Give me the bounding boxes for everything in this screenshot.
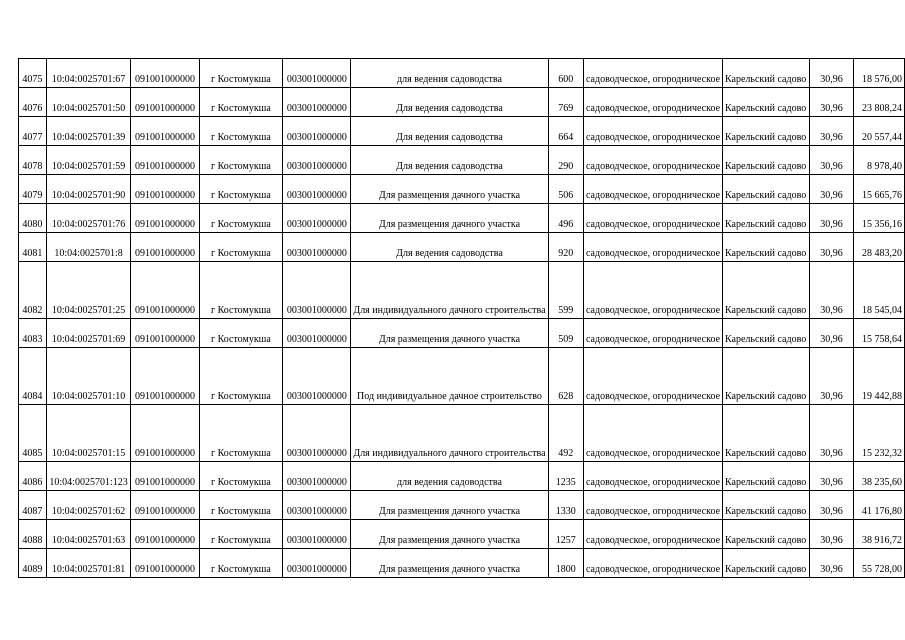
cadastral-number-cell: 10:04:0025701:69 xyxy=(46,319,131,348)
cadastral-number-cell: 10:04:0025701:8 xyxy=(46,233,131,262)
table-row xyxy=(19,491,905,520)
organization-cell: Карельский садово xyxy=(723,59,810,88)
rate-cell: 30,96 xyxy=(809,348,853,405)
city-cell: г Костомукша xyxy=(199,262,283,319)
cadastral-value-cell: 23 808,24 xyxy=(854,88,905,117)
category-cell: садоводческое, огородническое xyxy=(583,204,722,233)
oktmo-cell: 091001000000 xyxy=(131,262,199,319)
area-cell: 920 xyxy=(548,233,583,262)
category-cell: садоводческое, огородническое xyxy=(583,262,722,319)
oktmo-cell: 091001000000 xyxy=(131,462,199,491)
cadastral-number-cell: 10:04:0025701:81 xyxy=(46,549,131,578)
city-cell: г Костомукша xyxy=(199,175,283,204)
city-cell: г Костомукша xyxy=(199,88,283,117)
cadastral-value-cell: 15 758,64 xyxy=(854,319,905,348)
code-cell: 003001000000 xyxy=(283,491,351,520)
city-cell: г Костомукша xyxy=(199,348,283,405)
category-cell: садоводческое, огородническое xyxy=(583,405,722,462)
code-cell: 003001000000 xyxy=(283,233,351,262)
rate-cell: 30,96 xyxy=(809,204,853,233)
land-plot-table xyxy=(18,58,905,578)
rate-cell: 30,96 xyxy=(809,175,853,204)
permitted-use-cell: для ведения садоводства xyxy=(351,462,548,491)
rate-cell: 30,96 xyxy=(809,117,853,146)
table-row xyxy=(19,88,905,117)
organization-cell: Карельский садово xyxy=(723,549,810,578)
city-cell: г Костомукша xyxy=(199,405,283,462)
area-cell: 599 xyxy=(548,262,583,319)
code-cell: 003001000000 xyxy=(283,549,351,578)
cadastral-value-cell: 38 916,72 xyxy=(854,520,905,549)
cadastral-value-cell: 18 576,00 xyxy=(854,59,905,88)
permitted-use-cell: для ведения садоводства xyxy=(351,59,548,88)
organization-cell: Карельский садово xyxy=(723,491,810,520)
organization-cell: Карельский садово xyxy=(723,233,810,262)
permitted-use-cell: Для ведения садоводства xyxy=(351,233,548,262)
rate-cell: 30,96 xyxy=(809,233,853,262)
cadastral-value-cell: 8 978,40 xyxy=(854,146,905,175)
cadastral-number-cell: 10:04:0025701:39 xyxy=(46,117,131,146)
oktmo-cell: 091001000000 xyxy=(131,491,199,520)
category-cell: садоводческое, огородническое xyxy=(583,520,722,549)
category-cell: садоводческое, огородническое xyxy=(583,88,722,117)
code-cell: 003001000000 xyxy=(283,204,351,233)
city-cell: г Костомукша xyxy=(199,146,283,175)
organization-cell: Карельский садово xyxy=(723,319,810,348)
permitted-use-cell: Для размещения дачного участка xyxy=(351,204,548,233)
permitted-use-cell: Для ведения садоводства xyxy=(351,146,548,175)
oktmo-cell: 091001000000 xyxy=(131,233,199,262)
permitted-use-cell: Для размещения дачного участка xyxy=(351,319,548,348)
code-cell: 003001000000 xyxy=(283,319,351,348)
table-row xyxy=(19,405,905,462)
oktmo-cell: 091001000000 xyxy=(131,319,199,348)
organization-cell: Карельский садово xyxy=(723,462,810,491)
oktmo-cell: 091001000000 xyxy=(131,520,199,549)
category-cell: садоводческое, огородническое xyxy=(583,549,722,578)
table-row xyxy=(19,348,905,405)
row-number-cell: 4086 xyxy=(19,462,47,491)
code-cell: 003001000000 xyxy=(283,146,351,175)
cadastral-number-cell: 10:04:0025701:67 xyxy=(46,59,131,88)
row-number-cell: 4087 xyxy=(19,491,47,520)
category-cell: садоводческое, огородническое xyxy=(583,146,722,175)
permitted-use-cell: Для индивидуального дачного строительства xyxy=(351,405,548,462)
organization-cell: Карельский садово xyxy=(723,175,810,204)
cadastral-value-cell: 20 557,44 xyxy=(854,117,905,146)
area-cell: 600 xyxy=(548,59,583,88)
cadastral-value-cell: 19 442,88 xyxy=(854,348,905,405)
area-cell: 769 xyxy=(548,88,583,117)
cadastral-number-cell: 10:04:0025701:25 xyxy=(46,262,131,319)
area-cell: 1330 xyxy=(548,491,583,520)
area-cell: 496 xyxy=(548,204,583,233)
table-row xyxy=(19,117,905,146)
oktmo-cell: 091001000000 xyxy=(131,405,199,462)
code-cell: 003001000000 xyxy=(283,59,351,88)
rate-cell: 30,96 xyxy=(809,405,853,462)
category-cell: садоводческое, огородническое xyxy=(583,491,722,520)
cadastral-number-cell: 10:04:0025701:123 xyxy=(46,462,131,491)
permitted-use-cell: Для размещения дачного участка xyxy=(351,549,548,578)
cadastral-number-cell: 10:04:0025701:90 xyxy=(46,175,131,204)
cadastral-number-cell: 10:04:0025701:63 xyxy=(46,520,131,549)
rate-cell: 30,96 xyxy=(809,520,853,549)
category-cell: садоводческое, огородническое xyxy=(583,175,722,204)
code-cell: 003001000000 xyxy=(283,117,351,146)
category-cell: садоводческое, огородническое xyxy=(583,462,722,491)
row-number-cell: 4079 xyxy=(19,175,47,204)
category-cell: садоводческое, огородническое xyxy=(583,117,722,146)
table-row xyxy=(19,319,905,348)
row-number-cell: 4078 xyxy=(19,146,47,175)
organization-cell: Карельский садово xyxy=(723,262,810,319)
rate-cell: 30,96 xyxy=(809,549,853,578)
row-number-cell: 4085 xyxy=(19,405,47,462)
area-cell: 1257 xyxy=(548,520,583,549)
oktmo-cell: 091001000000 xyxy=(131,117,199,146)
area-cell: 664 xyxy=(548,117,583,146)
permitted-use-cell: Для ведения садоводства xyxy=(351,88,548,117)
oktmo-cell: 091001000000 xyxy=(131,175,199,204)
cadastral-number-cell: 10:04:0025701:10 xyxy=(46,348,131,405)
row-number-cell: 4082 xyxy=(19,262,47,319)
city-cell: г Костомукша xyxy=(199,233,283,262)
organization-cell: Карельский садово xyxy=(723,204,810,233)
city-cell: г Костомукша xyxy=(199,549,283,578)
table-body xyxy=(19,59,905,578)
cadastral-number-cell: 10:04:0025701:15 xyxy=(46,405,131,462)
city-cell: г Костомукша xyxy=(199,117,283,146)
permitted-use-cell: Для размещения дачного участка xyxy=(351,520,548,549)
cadastral-value-cell: 18 545,04 xyxy=(854,262,905,319)
area-cell: 290 xyxy=(548,146,583,175)
cadastral-value-cell: 15 665,76 xyxy=(854,175,905,204)
permitted-use-cell: Для индивидуального дачного строительства xyxy=(351,262,548,319)
cadastral-number-cell: 10:04:0025701:50 xyxy=(46,88,131,117)
area-cell: 506 xyxy=(548,175,583,204)
rate-cell: 30,96 xyxy=(809,319,853,348)
code-cell: 003001000000 xyxy=(283,88,351,117)
city-cell: г Костомукша xyxy=(199,491,283,520)
oktmo-cell: 091001000000 xyxy=(131,146,199,175)
rate-cell: 30,96 xyxy=(809,462,853,491)
area-cell: 1235 xyxy=(548,462,583,491)
oktmo-cell: 091001000000 xyxy=(131,549,199,578)
table-row xyxy=(19,549,905,578)
cadastral-value-cell: 41 176,80 xyxy=(854,491,905,520)
oktmo-cell: 091001000000 xyxy=(131,204,199,233)
permitted-use-cell: Под индивидуальное дачное строительство xyxy=(351,348,548,405)
organization-cell: Карельский садово xyxy=(723,520,810,549)
area-cell: 628 xyxy=(548,348,583,405)
code-cell: 003001000000 xyxy=(283,348,351,405)
area-cell: 1800 xyxy=(548,549,583,578)
organization-cell: Карельский садово xyxy=(723,405,810,462)
permitted-use-cell: Для размещения дачного участка xyxy=(351,491,548,520)
code-cell: 003001000000 xyxy=(283,520,351,549)
row-number-cell: 4075 xyxy=(19,59,47,88)
oktmo-cell: 091001000000 xyxy=(131,348,199,405)
cadastral-value-cell: 38 235,60 xyxy=(854,462,905,491)
oktmo-cell: 091001000000 xyxy=(131,88,199,117)
table-row xyxy=(19,520,905,549)
cadastral-number-cell: 10:04:0025701:59 xyxy=(46,146,131,175)
category-cell: садоводческое, огородническое xyxy=(583,59,722,88)
organization-cell: Карельский садово xyxy=(723,146,810,175)
row-number-cell: 4076 xyxy=(19,88,47,117)
table-row xyxy=(19,462,905,491)
row-number-cell: 4083 xyxy=(19,319,47,348)
table-row xyxy=(19,175,905,204)
permitted-use-cell: Для размещения дачного участка xyxy=(351,175,548,204)
rate-cell: 30,96 xyxy=(809,262,853,319)
category-cell: садоводческое, огородническое xyxy=(583,348,722,405)
table-row xyxy=(19,204,905,233)
rate-cell: 30,96 xyxy=(809,491,853,520)
code-cell: 003001000000 xyxy=(283,175,351,204)
organization-cell: Карельский садово xyxy=(723,348,810,405)
rate-cell: 30,96 xyxy=(809,88,853,117)
row-number-cell: 4089 xyxy=(19,549,47,578)
table-row xyxy=(19,233,905,262)
oktmo-cell: 091001000000 xyxy=(131,59,199,88)
organization-cell: Карельский садово xyxy=(723,88,810,117)
cadastral-value-cell: 28 483,20 xyxy=(854,233,905,262)
row-number-cell: 4080 xyxy=(19,204,47,233)
cadastral-value-cell: 55 728,00 xyxy=(854,549,905,578)
rate-cell: 30,96 xyxy=(809,146,853,175)
cadastral-number-cell: 10:04:0025701:62 xyxy=(46,491,131,520)
code-cell: 003001000000 xyxy=(283,262,351,319)
area-cell: 509 xyxy=(548,319,583,348)
city-cell: г Костомукша xyxy=(199,462,283,491)
code-cell: 003001000000 xyxy=(283,405,351,462)
area-cell: 492 xyxy=(548,405,583,462)
row-number-cell: 4081 xyxy=(19,233,47,262)
city-cell: г Костомукша xyxy=(199,319,283,348)
row-number-cell: 4084 xyxy=(19,348,47,405)
category-cell: садоводческое, огородническое xyxy=(583,233,722,262)
rate-cell: 30,96 xyxy=(809,59,853,88)
category-cell: садоводческое, огородническое xyxy=(583,319,722,348)
city-cell: г Костомукша xyxy=(199,520,283,549)
permitted-use-cell: Для ведения садоводства xyxy=(351,117,548,146)
table-row xyxy=(19,262,905,319)
table-row xyxy=(19,59,905,88)
cadastral-number-cell: 10:04:0025701:76 xyxy=(46,204,131,233)
organization-cell: Карельский садово xyxy=(723,117,810,146)
row-number-cell: 4088 xyxy=(19,520,47,549)
cadastral-value-cell: 15 356,16 xyxy=(854,204,905,233)
code-cell: 003001000000 xyxy=(283,462,351,491)
row-number-cell: 4077 xyxy=(19,117,47,146)
table-row xyxy=(19,146,905,175)
cadastral-value-cell: 15 232,32 xyxy=(854,405,905,462)
city-cell: г Костомукша xyxy=(199,204,283,233)
city-cell: г Костомукша xyxy=(199,59,283,88)
